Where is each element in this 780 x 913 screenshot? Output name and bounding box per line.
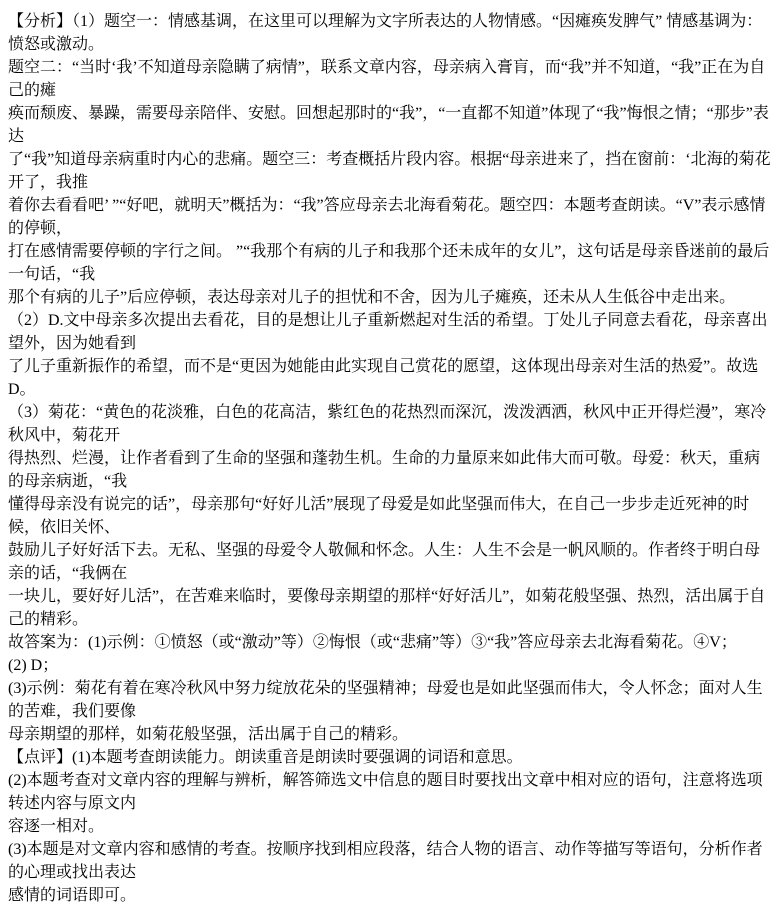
text-line: 了儿子重新振作的希望，而不是“更因为她能由此实现自己赏花的愿望，这体现出母亲对生活的热爱”。故选D。 — [8, 358, 759, 398]
text-line: 【点评】(1)本题考查朗读能力。朗读重音是朗读时要强调的词语和意思。 — [8, 749, 523, 766]
text-line: 懂得母亲没有说完的话”，母亲那句“好好儿活”展现了母爱是如此坚强而伟大，在自己一步步走近死神的时候，依旧关怀、 — [8, 496, 750, 536]
text-line: 一块儿，要好好儿活”，在苦难来临时，要像母亲期望的那样“好好活儿”，如菊花般坚强、热烈，活出属于自己的精彩。 — [8, 588, 766, 628]
text-line: 痪而颓废、暴躁，需要母亲陪伴、安慰。回想起那时的“我”，“一直都不知道”体现了“我”悔恨之情；“那步”表达 — [8, 105, 769, 145]
text-line: 那个有病的儿子”后应停顿，表达母亲对儿子的担忧和不舍，因为儿子瘫痪，还未从人生低谷中走出来。 — [8, 289, 736, 306]
text-line: 得热烈、烂漫，让作者看到了生命的坚强和蓬勃生机。生命的力量原来如此伟大而可敬。母爱：秋天，重病的母亲病逝，“我 — [8, 450, 761, 490]
text-line: (2)本题考查对文章内容的理解与辨析，解答筛选文中信息的题目时要找出文章中相对应的语句，注意将选项转述内容与原文内 — [8, 772, 763, 812]
text-line: 打在感情需要停顿的字行之间。 ”“我那个有病的儿子和我那个还未成年的女儿”，这句话是母亲昏迷前的最后一句话，“我 — [8, 243, 770, 283]
text-line: 感情的词语即可。 — [8, 887, 137, 904]
text-line: 【分析】（1）题空一：情感基调，在这里可以理解为文字所表达的人物情感。“因瘫痪发脾气” 情感基调为：愤怒或激动。 — [8, 13, 763, 53]
text-line: (3)本题是对文章内容和感情的考查。按顺序找到相应段落，结合人物的语言、动作等描写等语句，分析作者的心理或找出表达 — [8, 841, 763, 881]
answer-explanation-page — [8, 8, 772, 905]
text-line: 了“我”知道母亲病重时内心的悲痛。题空三：考查概括片段内容。根据“母亲进来了，挡在窗前：‘北海的菊花开了，我推 — [8, 151, 771, 191]
text-line: 鼓励儿子好好活下去。无私、坚强的母爱令人敬佩和怀念。人生：人生不会是一帆风顺的。作者终于明白母亲的话，“我俩在 — [8, 542, 761, 582]
text-line: 故答案为：(1)示例：①愤怒（或“激动”等）②悔恨（或“悲痛”等）③“我”答应母亲去北海看菊花。④V； — [8, 634, 737, 651]
text-line: （3）菊花：“黄色的花淡雅，白色的花高洁，紫红色的花热烈而深沉，泼泼洒洒，秋风中正开得烂漫”，寒冷秋风中，菊花开 — [8, 404, 767, 444]
text-line: (2) D； — [8, 657, 59, 674]
text-line: 题空二：“当时‘我’不知道母亲隐瞒了病情”，联系文章内容，母亲病入膏肓，而“我”并不知道，“我”正在为自己的瘫 — [8, 59, 766, 99]
text-line: 容逐一相对。 — [8, 818, 105, 835]
text-line: （2）D.文中母亲多次提出去看花，目的是想让儿子重新燃起对生活的希望。丁处儿子同意去看花，母亲喜出望外，因为她看到 — [8, 312, 768, 352]
text-line: (3)示例：菊花有着在寒冷秋风中努力绽放花朵的坚强精神；母爱也是如此坚强而伟大，令人怀念；面对人生的苦难，我们要像 — [8, 680, 763, 720]
text-line: 着你去看看吧’ ”“好吧，就明天”概括为：“我”答应母亲去北海看菊花。题空四：本题考查朗读。“V”表示感情的停顿， — [8, 197, 766, 237]
text-line: 母亲期望的那样，如菊花般坚强，活出属于自己的精彩。 — [8, 726, 409, 743]
